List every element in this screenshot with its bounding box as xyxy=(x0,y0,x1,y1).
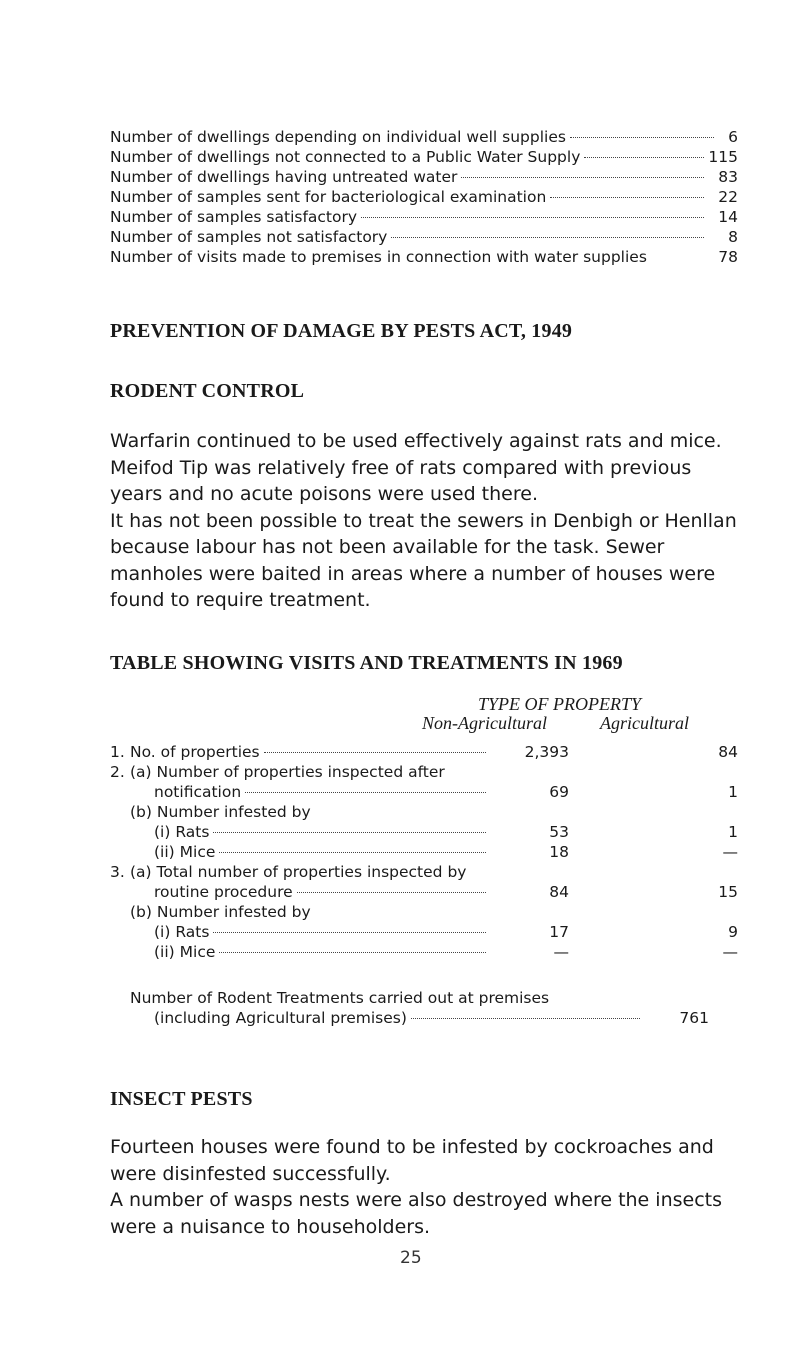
water-row: Number of dwellings having untreated water 83 xyxy=(110,168,738,186)
table-row: (b) Number infested by xyxy=(130,803,311,821)
non-agri-value: — xyxy=(553,943,569,961)
rodent-paragraph: It has not been possible to treat the sewers in Denbigh or Henllan because labour has not been available for the task. Sewer manholes were baited in areas where a number of houses were found to require treatment. xyxy=(110,509,737,611)
dot-leader xyxy=(391,237,704,238)
treatments-row: (including Agricultural premises) xyxy=(154,1008,644,1028)
insect-paragraph: A number of wasps nests were also destroyed where the insects were a nuisance to householders. xyxy=(110,1189,722,1238)
table-row: (b) Number infested by xyxy=(130,903,311,921)
table-row: (a) Total number of properties inspected by xyxy=(130,863,467,881)
non-agri-value: 2,393 xyxy=(524,743,569,761)
table-row: (i) Rats xyxy=(154,922,490,942)
dot-leader xyxy=(213,832,486,833)
table-row: (ii) Mice xyxy=(154,942,490,962)
dot-leader xyxy=(297,892,486,893)
table-row: routine procedure xyxy=(154,882,490,902)
rodent-paragraphs xyxy=(110,428,738,614)
page-number: 25 xyxy=(400,1248,422,1268)
rodent-paragraph: Warfarin continued to be used effectively against rats and mice. Meifod Tip was relatively free of rats compared with previous years and no acute poisons were used there. xyxy=(110,430,722,505)
dot-leader xyxy=(461,177,704,178)
non-agri-value: 69 xyxy=(549,783,569,801)
dot-leader xyxy=(411,1018,640,1019)
water-row: Number of samples not satisfactory 8 xyxy=(110,228,738,246)
table-heading: TABLE SHOWING VISITS AND TREATMENTS IN 1969 xyxy=(110,652,623,674)
agri-value: 1 xyxy=(728,823,738,841)
agri-value: — xyxy=(722,943,738,961)
non-agri-value: 53 xyxy=(549,823,569,841)
rodent-control-heading: RODENT CONTROL xyxy=(110,380,305,402)
water-row: Number of samples satisfactory 14 xyxy=(110,208,738,226)
insect-paragraph: Fourteen houses were found to be infested by cockroaches and were disinfested successfully. xyxy=(110,1136,714,1185)
water-row: Number of dwellings not connected to a Public Water Supply 115 xyxy=(110,148,738,166)
dot-leader xyxy=(219,952,486,953)
table-row: (i) Rats xyxy=(154,822,490,842)
non-agri-value: 18 xyxy=(549,843,569,861)
dot-leader xyxy=(570,137,714,138)
dot-leader xyxy=(361,217,704,218)
col-agricultural: Agricultural xyxy=(600,713,689,733)
dot-leader xyxy=(584,157,704,158)
table-row: No. of properties xyxy=(130,742,490,762)
agri-value: 1 xyxy=(728,783,738,801)
col-non-agricultural: Non-Agricultural xyxy=(422,713,547,733)
insect-paragraphs xyxy=(110,1134,738,1240)
water-row: Number of visits made to premises in connection with water supplies 78 xyxy=(110,248,738,266)
type-of-property-heading: TYPE OF PROPERTY xyxy=(478,694,642,714)
table-row-number: 2. xyxy=(110,763,125,781)
water-row: Number of samples sent for bacteriological examination 22 xyxy=(110,188,738,206)
table-row-number: 1. xyxy=(110,743,125,761)
table-row: (ii) Mice xyxy=(154,842,490,862)
agri-value: 9 xyxy=(728,923,738,941)
dot-leader xyxy=(213,932,486,933)
dot-leader xyxy=(550,197,704,198)
table-row-number: 3. xyxy=(110,863,125,881)
treatments-value: 761 xyxy=(679,1009,709,1027)
treatments-label: Number of Rodent Treatments carried out at premises xyxy=(130,989,550,1007)
agri-value: — xyxy=(722,843,738,861)
agri-value: 84 xyxy=(718,743,738,761)
dot-leader xyxy=(245,792,486,793)
non-agri-value: 84 xyxy=(549,883,569,901)
non-agri-value: 17 xyxy=(549,923,569,941)
pests-act-heading: PREVENTION OF DAMAGE BY PESTS ACT, 1949 xyxy=(110,320,573,342)
water-row: Number of dwellings depending on individual well supplies 6 xyxy=(110,128,738,146)
table-row: (a) Number of properties inspected after xyxy=(130,763,445,781)
table-row: notification xyxy=(154,782,490,802)
dot-leader xyxy=(219,852,486,853)
agri-value: 15 xyxy=(718,883,738,901)
dot-leader xyxy=(264,752,486,753)
insect-pests-heading: INSECT PESTS xyxy=(110,1088,253,1110)
